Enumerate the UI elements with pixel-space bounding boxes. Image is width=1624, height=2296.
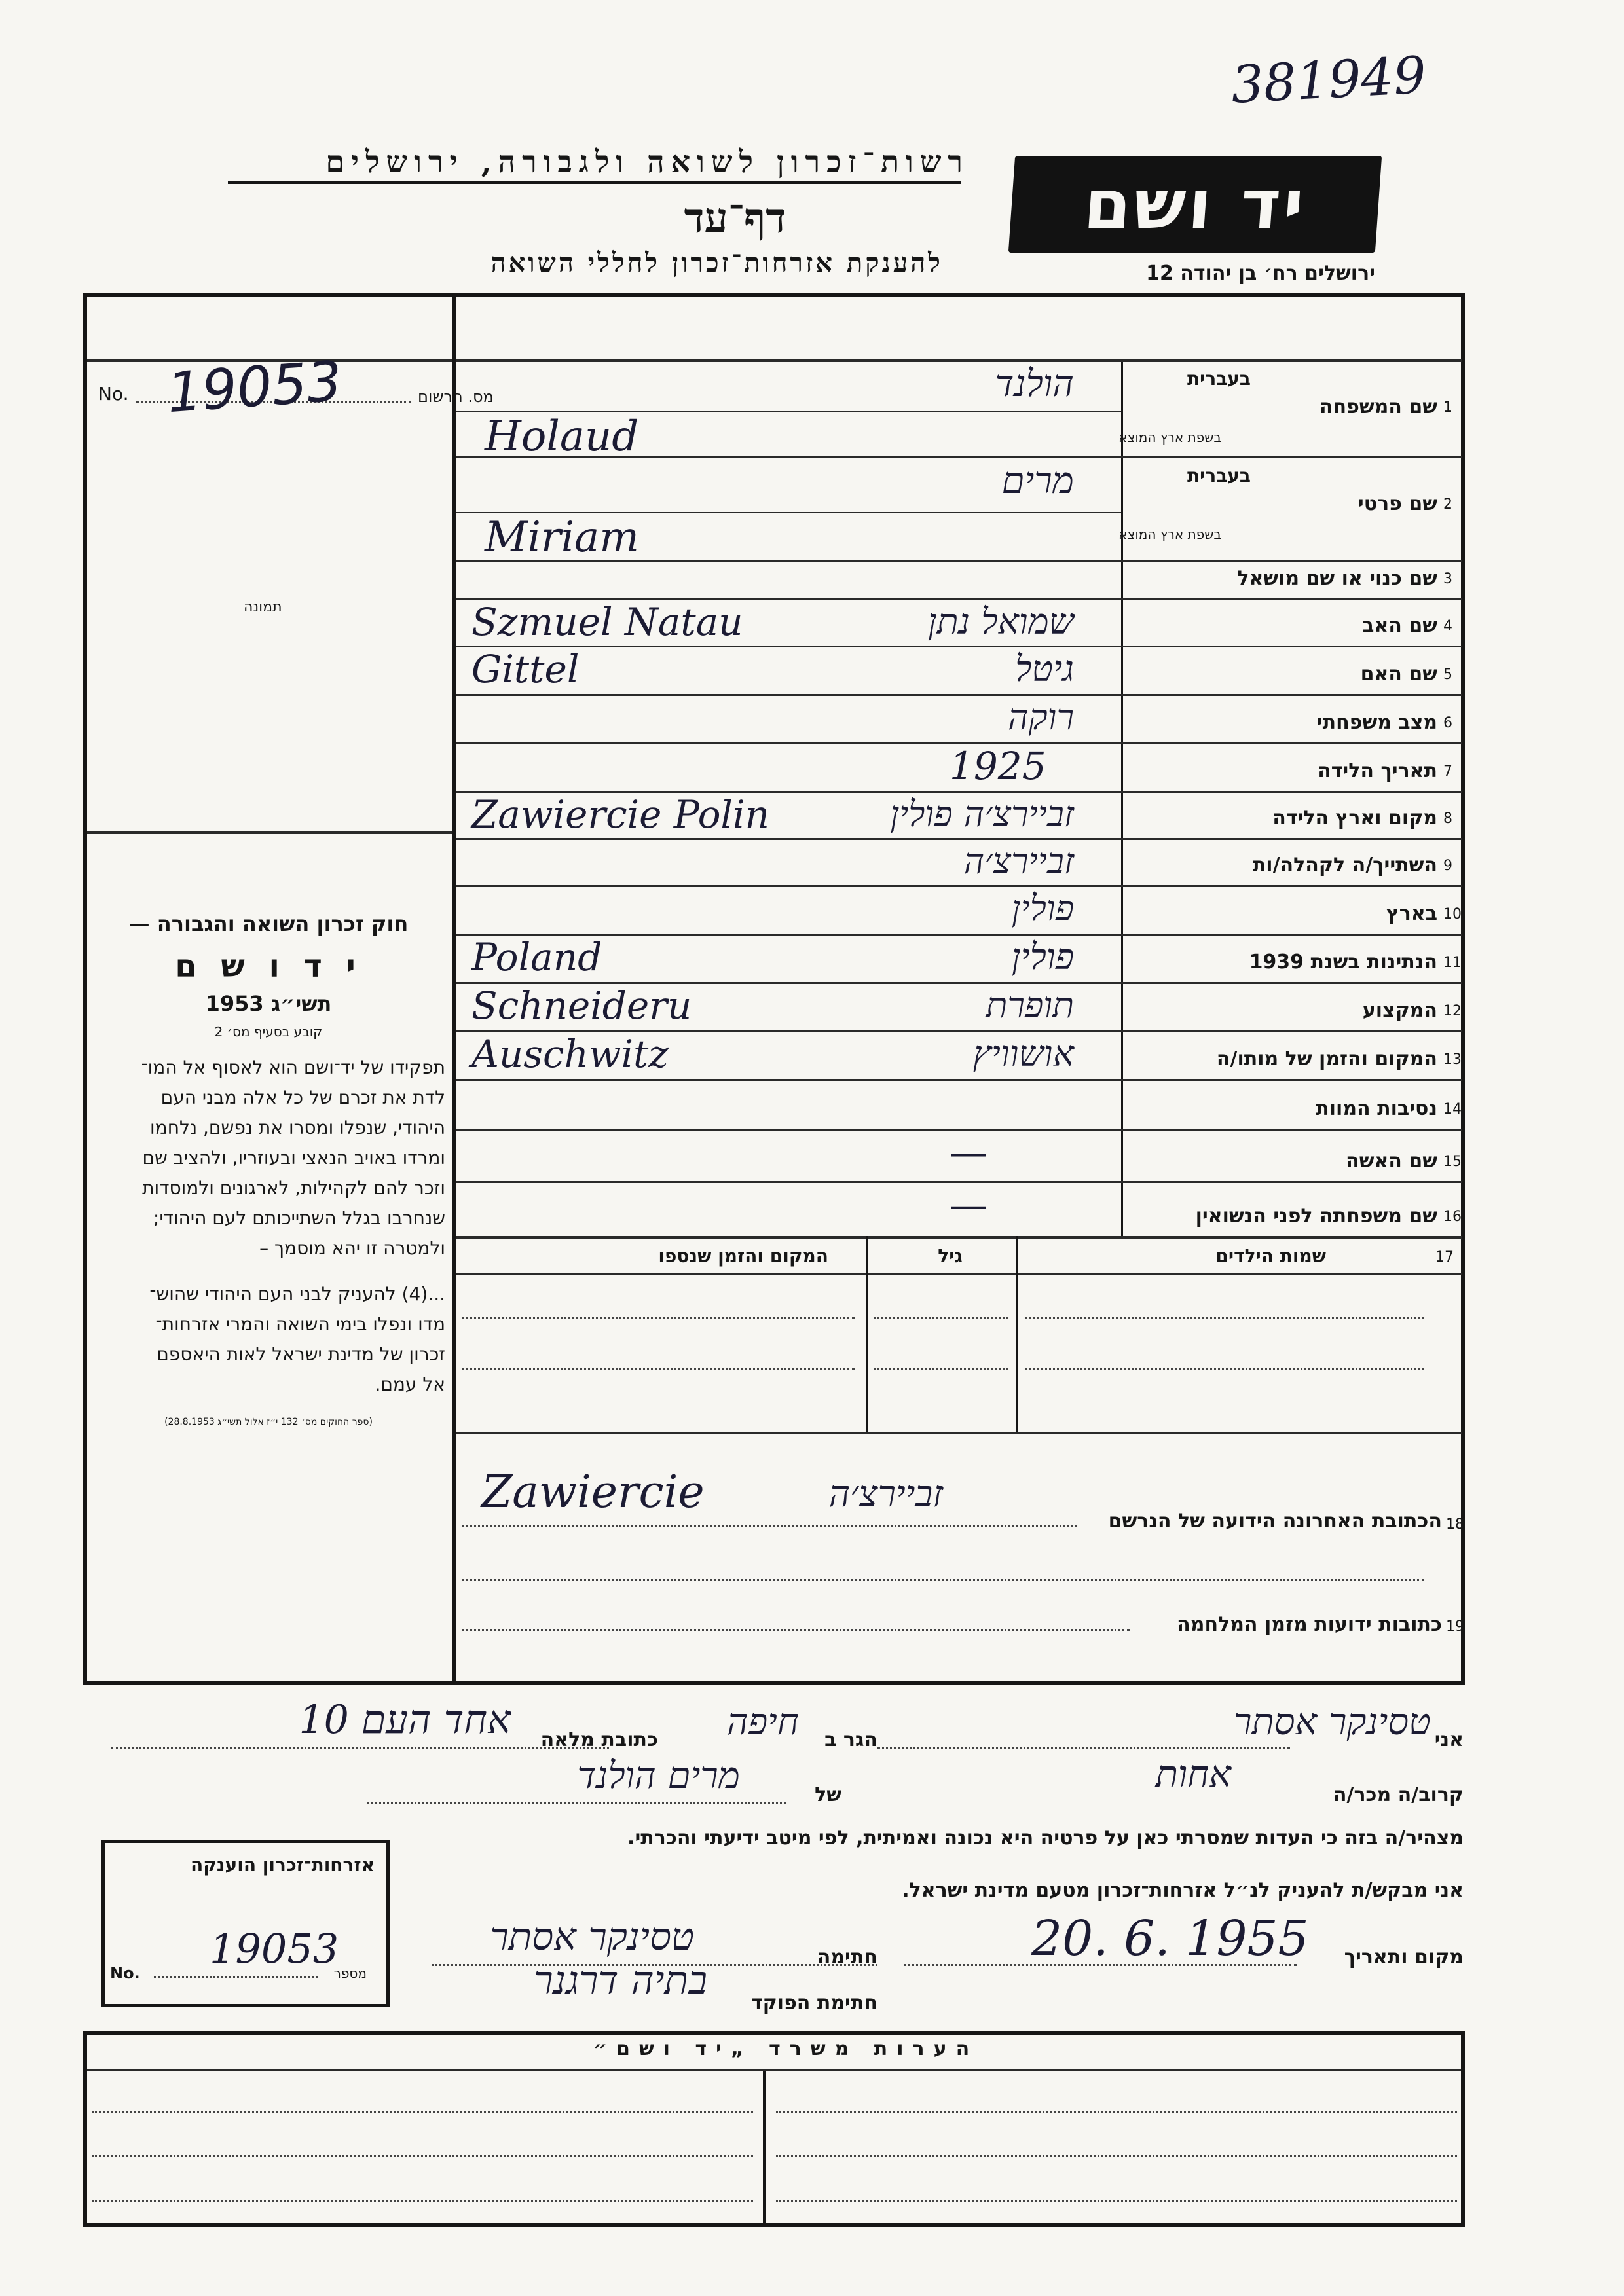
row-18-dotline-2 — [462, 1579, 1424, 1581]
field-row-divider — [456, 934, 1462, 936]
field-label: שם האשה — [1346, 1150, 1437, 1173]
law-line: שנחרבו בגלל השתייכותם לעם היהודי; — [153, 1207, 445, 1229]
declaration-date: 20. 6. 1955 — [1031, 1910, 1309, 1967]
of-dotline — [367, 1802, 786, 1804]
field-value-hebrew: אושוויץ — [972, 1033, 1074, 1074]
field-number: 14 — [1443, 1101, 1462, 1118]
field-value-hebrew: פולין — [1011, 888, 1074, 929]
field-number: 16 — [1443, 1209, 1462, 1225]
field-label: מקום וארץ הלידה — [1272, 807, 1437, 829]
form-subtitle: להענקת אזרחות־זכרון לחללי השואה — [490, 247, 943, 278]
remarks-line-1a — [92, 2111, 753, 2113]
last-address-label: הכתובת האחרונה הידועה של הנרשם — [1108, 1510, 1442, 1533]
field-value: — — [950, 1130, 987, 1175]
field-label: המקצוע — [1362, 999, 1437, 1022]
wartime-addresses-label: כתובות ידועות מזמן המלחמה — [1177, 1613, 1442, 1636]
remarks-title: הערות משרד „יד ושם״ — [593, 2037, 979, 2060]
full-address-label: כתובת מלאה — [540, 1728, 658, 1751]
law-line: ...(4) להעניק לבני העם היהודי שהוש־ — [149, 1283, 445, 1305]
field-sublabel-origin: בשפת ארץ המוצא — [1118, 429, 1221, 445]
field-row-divider — [456, 646, 1462, 647]
law-line: אל עמם. — [375, 1374, 445, 1395]
field-value-hebrew: זביירצ׳ה — [963, 841, 1074, 882]
field-label: המקום והזמן של מותו/ה — [1216, 1048, 1437, 1070]
form-title: דף־עד — [684, 194, 786, 243]
row-19-dotline — [462, 1629, 1130, 1631]
stamp-number-label-en: No. — [110, 1964, 140, 1982]
field-label: מצב משפחתי — [1316, 711, 1437, 734]
field-label: שם כנוי או שם מושאל — [1237, 567, 1437, 590]
children-row-2-name — [1025, 1368, 1424, 1370]
field-number: 1 — [1443, 399, 1452, 416]
field-value: 1925 — [950, 744, 1046, 788]
stamp-title: אזרחות־זכרון הוענקה — [191, 1854, 375, 1876]
field-value-hebrew: רוקה — [1008, 697, 1074, 738]
logo-text: יד ושם — [1081, 164, 1309, 244]
photo-box-bottom — [87, 831, 452, 834]
field-number: 8 — [1443, 811, 1452, 827]
children-table-bottom — [456, 1432, 1462, 1434]
last-address-latin: Zawiercie — [481, 1467, 705, 1518]
children-table-header-rule — [456, 1273, 1462, 1275]
field-number: 6 — [1443, 715, 1452, 731]
field-number-18: 18 — [1446, 1516, 1464, 1533]
children-row-1-place — [462, 1317, 855, 1319]
law-year: תשי״ג 1953 — [205, 991, 332, 1016]
field-number: 12 — [1443, 1003, 1462, 1019]
label-column-divider — [1121, 359, 1123, 1236]
registration-label-en: No. — [98, 383, 129, 405]
institution-address: ירושלים רח׳ בן יהודה 12 — [1146, 262, 1375, 285]
law-line: ומרדו באויב הנאצי ובעוזריו, ולהציב שם — [142, 1147, 445, 1169]
field-value-latin: Zawiercie Polin — [471, 792, 769, 837]
relation-value: אחות — [1155, 1753, 1231, 1796]
remarks-frame — [83, 2031, 1465, 2227]
remarks-line-3b — [776, 2200, 1457, 2202]
field-number: 5 — [1443, 666, 1452, 683]
field-number: 9 — [1443, 858, 1452, 874]
field-value-latin: Miriam — [485, 513, 639, 562]
row-18-dotline — [462, 1525, 1077, 1527]
declarant-dotline — [877, 1747, 1290, 1749]
top-row-divider — [456, 359, 1462, 362]
law-line: וזכר להם לקהילות, לארגונים ולמוסדות — [142, 1177, 445, 1199]
field-number: 11 — [1443, 955, 1462, 971]
children-age-header: גיל — [938, 1245, 963, 1267]
field-value-hebrew: זביירצ׳ה פולין — [890, 793, 1074, 835]
children-table-top — [456, 1236, 1462, 1239]
registration-label-he: מס. הרשום — [418, 388, 494, 406]
field-label: השתייך/ה לקהלה/ות — [1252, 854, 1437, 877]
field-number: 10 — [1443, 906, 1462, 922]
field-value-hebrew: גיטל — [1015, 648, 1074, 689]
field-sublabel-hebrew: בעברית — [1187, 368, 1251, 390]
children-row-1-name — [1025, 1317, 1424, 1319]
field-number: 13 — [1443, 1051, 1462, 1068]
declaration-ani: אני — [1434, 1728, 1464, 1751]
children-row-2-age — [874, 1368, 1008, 1370]
field-value-hebrew: שמואל נתן — [927, 601, 1074, 642]
remarks-col-divider — [763, 2071, 766, 2223]
law-title: חוק זכרון השואה והגבורה — — [128, 911, 409, 936]
place-date-label: מקום ותאריך — [1344, 1946, 1464, 1969]
field-value-hebrew: פולין — [1011, 936, 1074, 977]
remarks-line-2b — [776, 2155, 1457, 2157]
field-value-hebrew: מרים — [1001, 460, 1074, 502]
law-line: ולמטרה זו יהא מוסמך – — [259, 1237, 445, 1259]
law-paragraph-2 — [92, 1279, 445, 1400]
of-value: מרים הולנד — [577, 1755, 740, 1797]
field-label: תאריך הלידה — [1318, 759, 1437, 782]
law-line: מדו ונפלו בימי השואה והמרי אזרחות־ — [155, 1313, 445, 1335]
authority-name: רשות־זכרון לשואה ולגבורה, ירושלים — [325, 144, 969, 179]
field-number: 4 — [1443, 618, 1452, 634]
law-citation: (ספר החוקים מס׳ 132 י״ז אלול תשי״ג 28.8.1953) — [164, 1417, 373, 1427]
law-line: לדת את זכרם של כל אלה מבני העם — [160, 1087, 445, 1108]
field-row-divider — [456, 885, 1462, 887]
field-row-divider — [456, 838, 1462, 840]
field-label: שם פרטי — [1357, 492, 1437, 515]
children-row-2-place — [462, 1368, 855, 1370]
field-number: 2 — [1443, 496, 1452, 513]
resides-value: חיפה — [727, 1701, 799, 1743]
field-value-latin: Poland — [471, 935, 602, 979]
children-col-divider-2 — [1016, 1236, 1018, 1432]
field-number: 7 — [1443, 763, 1452, 780]
field-number-17: 17 — [1435, 1249, 1454, 1266]
registration-number: 19053 — [164, 348, 344, 426]
field-label: שם משפחתה לפני הנשואין — [1195, 1205, 1437, 1228]
law-clause: קובע בסעיף מס׳ 2 — [214, 1024, 323, 1040]
last-address-hebrew: זביירצ׳ה — [828, 1473, 943, 1516]
field-number-19: 19 — [1446, 1618, 1464, 1635]
left-column-divider — [452, 296, 456, 1681]
children-names-header: שמות הילדים — [1215, 1245, 1326, 1267]
full-address-dotline — [111, 1747, 609, 1749]
field-label: נסיבות המוות — [1316, 1097, 1437, 1120]
law-paragraph-1 — [92, 1053, 445, 1264]
law-line: היהודי, שנפלו ומסרו את נפשם, נלחמו — [150, 1117, 445, 1139]
law-name: י ד ו ש ם — [175, 948, 362, 985]
field-value-latin: Szmuel Natau — [471, 600, 743, 644]
archive-number: 381949 — [1229, 46, 1428, 115]
field-row-divider — [456, 694, 1462, 696]
remarks-line-3a — [92, 2200, 753, 2202]
resides-label: הגר ב — [824, 1728, 877, 1751]
field-sublabel-origin: בשפת ארץ המוצא — [1118, 526, 1221, 542]
field-value-latin: Auschwitz — [471, 1032, 669, 1076]
children-place-header: המקום והזמן שנספו — [658, 1245, 828, 1267]
header-divider — [228, 181, 961, 184]
field-value-latin: Gittel — [471, 647, 580, 691]
official-signature-label: חתימת הפוקד — [751, 1992, 877, 2014]
declarant-signature: טסינקר אסתר — [490, 1914, 694, 1959]
remarks-line-1b — [776, 2111, 1457, 2113]
statement-text: מצהיר/ה בזה כי העדות שמסרתי כאן על פרטיה היא נכונה ואמיתית, לפי מיטב ידיעתי והכרתי. — [627, 1827, 1464, 1850]
children-row-1-age — [874, 1317, 1008, 1319]
field-label: שם האב — [1362, 614, 1437, 637]
full-address-value: אחד העם 10 — [299, 1697, 511, 1743]
field-value-latin: Schneideru — [471, 983, 692, 1028]
field-label: בארץ — [1386, 902, 1437, 925]
law-line: זכרון של מדינת ישראל לאות היאספם — [157, 1343, 445, 1365]
field-label: שם המשפחה — [1319, 395, 1437, 418]
of-label: של — [815, 1783, 841, 1806]
field-value-latin: Holaud — [485, 412, 639, 461]
field-sublabel-hebrew: בעברית — [1187, 465, 1251, 486]
request-text: אני מבקש/ת להעניק לנ״ל אזרחות־זכרון מטעם מדינת ישראל. — [902, 1879, 1464, 1902]
field-value-hebrew: תופרת — [986, 985, 1074, 1026]
field-number: 15 — [1443, 1154, 1462, 1170]
field-value: — — [950, 1182, 987, 1227]
date-dotline — [904, 1964, 1297, 1966]
law-line: תפקידו של יד־ושם הוא לאסוף אל המו־ — [141, 1057, 445, 1078]
photo-area-label: תמונה — [244, 599, 282, 615]
field-label: שם האם — [1360, 663, 1437, 685]
relation-label: קרוב/ה מכר/ה — [1333, 1783, 1464, 1806]
remarks-line-2a — [92, 2155, 753, 2157]
field-value-hebrew: הולנד — [995, 363, 1074, 405]
stamp-number: 19053 — [210, 1925, 339, 1973]
children-col-divider-1 — [866, 1236, 868, 1432]
signature-label: חתימה — [817, 1946, 877, 1969]
law-excerpt — [92, 909, 445, 1427]
field-label: הנתינות בשנת 1939 — [1249, 951, 1437, 974]
stamp-number-label-he: מספר — [333, 1965, 367, 1981]
field-number: 3 — [1443, 571, 1452, 587]
yad-vashem-logo — [1008, 156, 1382, 253]
official-signature: בתיה דרגנר — [534, 1958, 707, 2003]
field-row-divider — [456, 1079, 1462, 1081]
remarks-title-rule — [87, 2069, 1461, 2071]
declarant-name: טסינקר אסתר — [1234, 1701, 1431, 1743]
stamp-number-dotline — [154, 1976, 318, 1978]
